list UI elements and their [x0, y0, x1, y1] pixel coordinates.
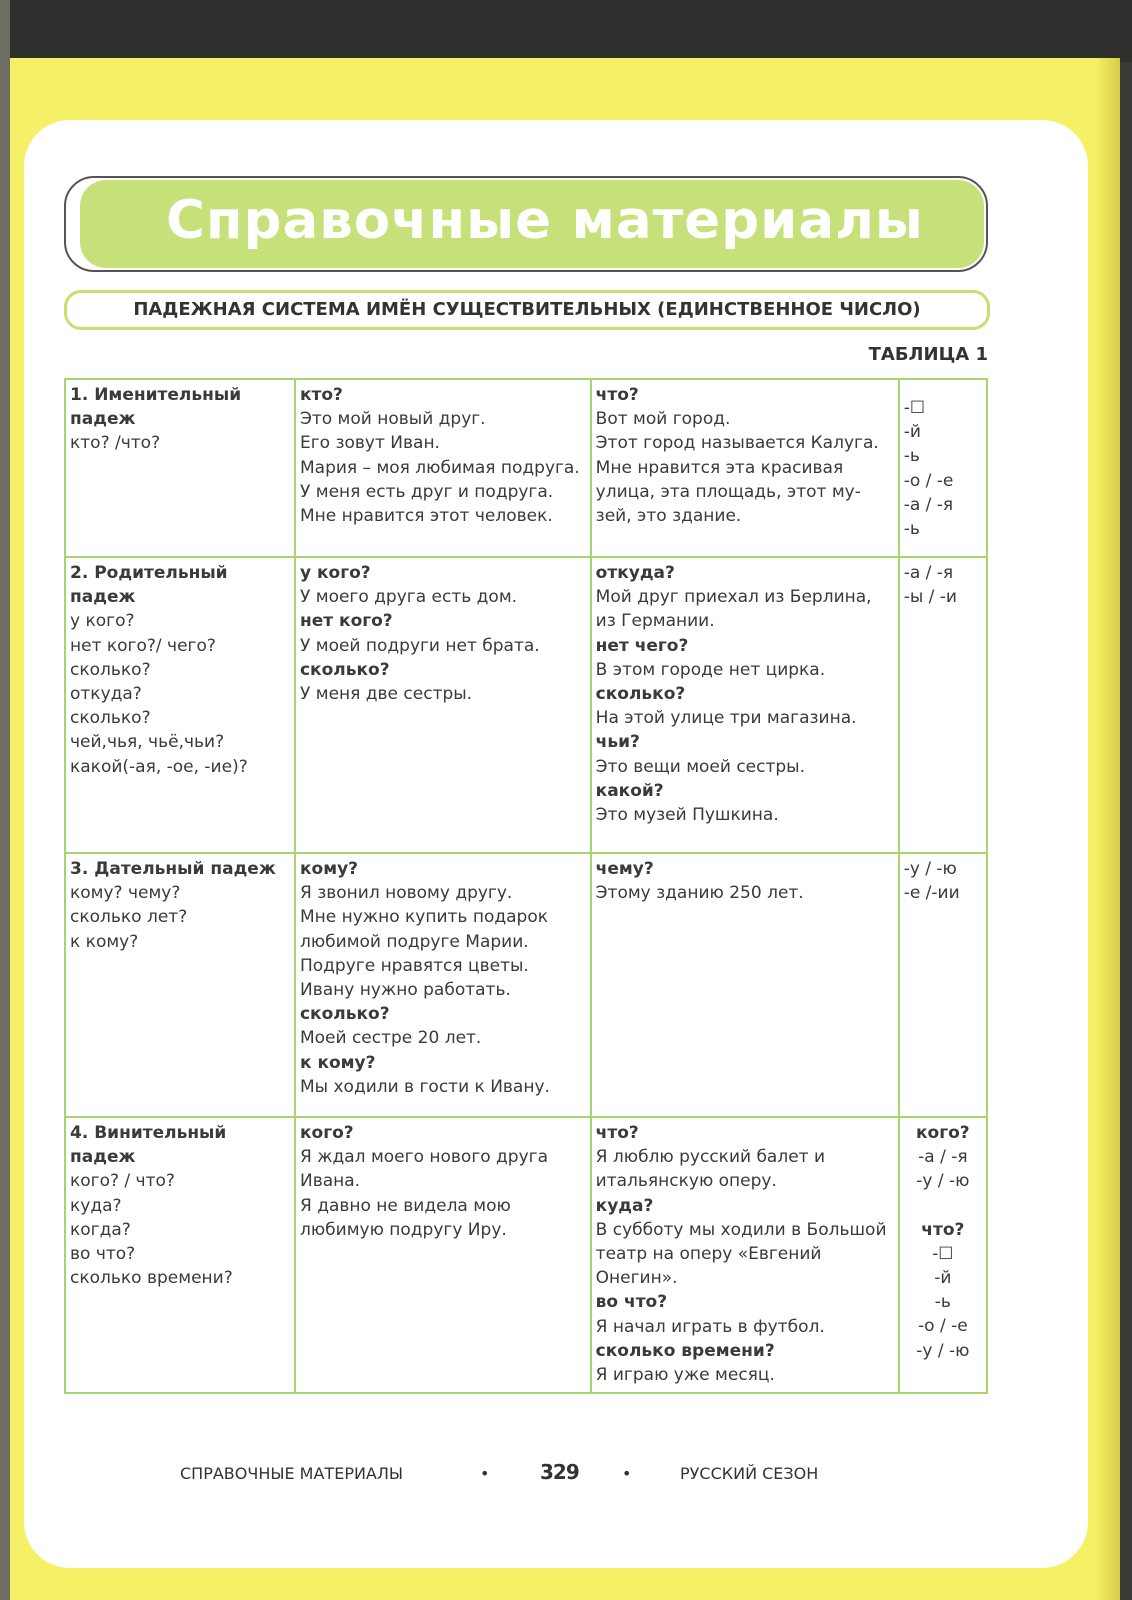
ending: -☐: [932, 1243, 954, 1264]
ending: -а / -я: [903, 563, 954, 583]
example-sentence: Вот мой город.: [595, 409, 731, 430]
footer-separator: •: [480, 1464, 490, 1483]
case-question: кому? чему?: [70, 883, 181, 904]
ending: -й: [903, 422, 921, 443]
case-row: [65, 853, 987, 1117]
example-sentence: Моей сестре 20 лет.: [299, 1028, 482, 1049]
example-sentence: Мне нужно купить подарок любимой подруге Марии.: [299, 907, 549, 952]
example-sentence: Я давно не видела мою любимую подругу Иру.: [299, 1195, 511, 1240]
example-sentence: Я люблю русский балет и итальянскую оперу.: [595, 1147, 826, 1192]
endings-cell: [899, 379, 987, 557]
question-word: сколько?: [299, 659, 390, 680]
section-heading: [64, 290, 990, 330]
table-label: ТАБЛИЦА 1: [868, 344, 988, 365]
question-word: сколько времени?: [595, 1340, 775, 1361]
example-sentence: Я играю уже месяц.: [595, 1365, 775, 1386]
example-sentence: На этой улице три магазина.: [595, 708, 857, 729]
question-word: нет кого?: [299, 611, 393, 632]
question-word: какой?: [595, 780, 664, 801]
example-sentence: В этом городе нет цирка.: [595, 659, 826, 680]
question-word: к кому?: [299, 1052, 376, 1073]
case-question: кого? / что?: [70, 1171, 175, 1192]
example-sentence: Это вещи моей сестры.: [595, 756, 806, 777]
animate-examples-cell: [295, 379, 591, 557]
endings-cell: [899, 853, 987, 1117]
case-question: откуда?: [70, 684, 142, 705]
ending: -а / -я: [903, 494, 954, 515]
ending: -☐: [903, 398, 926, 418]
ending: -ь: [934, 1292, 951, 1313]
example-sentence: Подруге нравятся цветы.: [299, 955, 529, 976]
case-question: сколько лет?: [70, 907, 188, 928]
case-question: куда?: [70, 1195, 122, 1216]
case-name-cell: [65, 853, 295, 1117]
ending: -ы / -и: [903, 587, 957, 608]
question-word: сколько?: [299, 1004, 390, 1025]
example-sentence: Этот город называется Калуга.: [595, 433, 879, 454]
case-question: во что?: [70, 1244, 136, 1265]
question-word: кого?: [299, 1123, 354, 1143]
inanimate-examples-cell: [591, 853, 899, 1117]
page-footer: [180, 1460, 840, 1490]
footer-separator: •: [622, 1464, 632, 1483]
case-table: [64, 378, 988, 1394]
example-sentence: Это мой новый друг.: [299, 409, 486, 430]
inanimate-examples-cell: [591, 557, 899, 853]
title-banner: [64, 176, 988, 272]
case-question: сколько времени?: [70, 1268, 233, 1289]
footer-book-title: РУССКИЙ СЕЗОН: [680, 1464, 819, 1483]
case-name-cell: [65, 1117, 295, 1393]
inanimate-examples-cell: [591, 1117, 899, 1393]
case-question: нет кого?/ чего?: [70, 635, 216, 656]
example-sentence: Этому зданию 250 лет.: [595, 883, 804, 904]
case-title: 3. Дательный падеж: [70, 859, 276, 879]
ending: -ь: [903, 446, 920, 467]
ending: -о / -е: [918, 1316, 968, 1337]
example-sentence: Это музей Пушкина.: [595, 805, 779, 826]
case-question: чей,чья, чьё,чьи?: [70, 732, 225, 753]
page-title: Справочные материалы: [166, 190, 924, 251]
animate-examples-cell: [295, 557, 591, 853]
case-row: [65, 557, 987, 853]
page-sheet: [10, 58, 1120, 1600]
scan-background-top: [0, 0, 1132, 62]
question-word: нет чего?: [595, 635, 689, 656]
example-sentence: У меня две сестры.: [299, 684, 473, 705]
question-word: куда?: [595, 1195, 654, 1216]
case-title: 4. Винительный падеж: [70, 1123, 227, 1168]
question-word: у кого?: [299, 563, 371, 583]
example-sentence: Мне нравится эта красивая улица, эта площадь, этот му- зей, это здание.: [595, 457, 861, 527]
example-sentence: У меня есть друг и подруга.: [299, 481, 554, 502]
ending: -у / -ю: [916, 1340, 970, 1361]
page-edge-shadow: [1096, 58, 1120, 1600]
example-sentence: У моей подруги нет брата.: [299, 635, 540, 656]
case-question: какой(-ая, -ое, -ие)?: [70, 756, 248, 777]
example-sentence: Мой друг приехал из Берлина, из Германии.: [595, 587, 872, 632]
case-name-cell: [65, 379, 295, 557]
example-sentence: Я начал играть в футбол.: [595, 1316, 825, 1337]
animate-examples-cell: [295, 1117, 591, 1393]
case-question: у кого?: [70, 611, 135, 632]
example-sentence: Мы ходили в гости к Ивану.: [299, 1076, 550, 1097]
question-word: что?: [595, 385, 639, 405]
scan-background-left: [0, 0, 10, 1600]
ending: -у / -ю: [916, 1171, 970, 1192]
case-row: [65, 1117, 987, 1393]
endings-cell: [899, 1117, 987, 1393]
question-word: откуда?: [595, 563, 675, 583]
question-word: что?: [595, 1123, 639, 1143]
endings-question: что?: [921, 1219, 965, 1240]
question-word: кто?: [299, 385, 343, 405]
case-title: 2. Родительный падеж: [70, 563, 228, 608]
example-sentence: В субботу мы ходили в Большой театр на оперу «Евгений Онегин».: [595, 1219, 887, 1289]
case-question: к кому?: [70, 931, 139, 952]
page-number: 329: [540, 1460, 579, 1484]
example-sentence: Его зовут Иван.: [299, 433, 440, 454]
question-word: сколько?: [595, 684, 686, 705]
case-question: когда?: [70, 1219, 131, 1240]
ending: -о / -е: [903, 470, 954, 491]
inanimate-examples-cell: [591, 379, 899, 557]
ending: -й: [934, 1268, 952, 1289]
example-sentence: Я звонил новому другу.: [299, 883, 513, 904]
ending: -а / -я: [918, 1147, 968, 1168]
example-sentence: Мне нравится этот человек.: [299, 506, 553, 527]
case-name-cell: [65, 557, 295, 853]
section-heading-text: ПАДЕЖНАЯ СИСТЕМА ИМЁН СУЩЕСТВИТЕЛЬНЫХ (ЕДИНСТВЕННОЕ ЧИСЛО): [133, 299, 921, 320]
example-sentence: Ивану нужно работать.: [299, 980, 511, 1001]
footer-section-name: СПРАВОЧНЫЕ МАТЕРИАЛЫ: [180, 1464, 404, 1483]
endings-question: кого?: [916, 1123, 970, 1143]
case-title: 1. Именительный падеж: [70, 385, 242, 430]
case-question: сколько?: [70, 659, 151, 680]
question-word: чему?: [595, 859, 654, 879]
case-question: кто? /что?: [70, 433, 161, 454]
example-sentence: У моего друга есть дом.: [299, 587, 518, 608]
ending: -е /-ии: [903, 883, 960, 904]
question-word: чьи?: [595, 732, 640, 753]
question-word: во что?: [595, 1292, 668, 1313]
ending: -ь: [903, 519, 920, 540]
example-sentence: Мария – моя любимая подруга.: [299, 457, 580, 478]
case-question: сколько?: [70, 708, 151, 729]
question-word: кому?: [299, 859, 359, 879]
animate-examples-cell: [295, 853, 591, 1117]
ending: -у / -ю: [903, 859, 957, 879]
example-sentence: Я ждал моего нового друга Ивана.: [299, 1147, 549, 1192]
case-row: [65, 379, 987, 557]
endings-cell: [899, 557, 987, 853]
